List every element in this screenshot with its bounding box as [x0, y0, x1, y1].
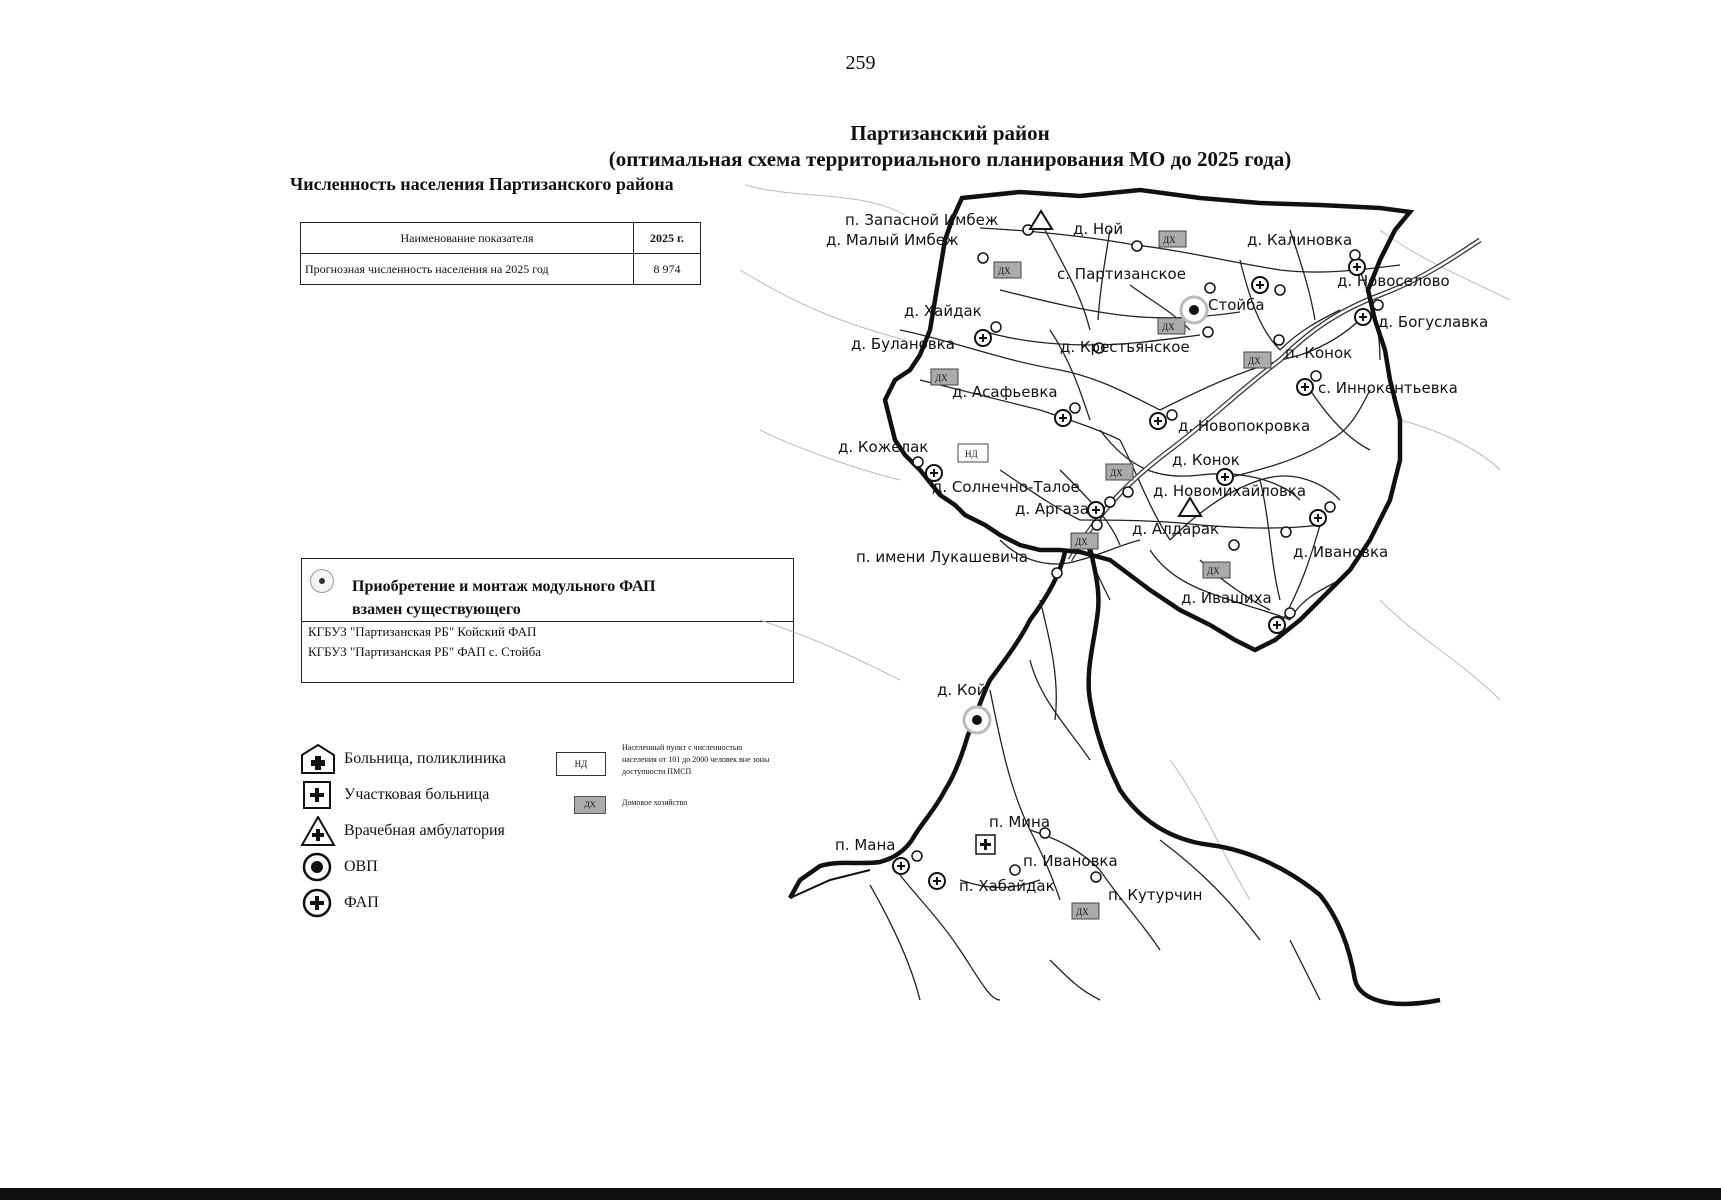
place-label: д. Новоселово: [1337, 272, 1450, 290]
place-label: п. имени Лукашевича: [856, 548, 1028, 566]
place-label: д. Ной: [1073, 220, 1124, 238]
legend-label: Больница, поликлиника: [344, 750, 507, 767]
place-label: д. Калиновка: [1247, 231, 1353, 249]
legend-label: Участковая больница: [344, 786, 490, 803]
place-label: д. Аргаза: [1015, 500, 1089, 518]
upgrade-heading-line2: взамен существующего: [352, 601, 521, 618]
place-label: д. Богуславка: [1378, 313, 1489, 331]
page-number: 259: [845, 52, 876, 74]
svg-text:ДХ: ДХ: [1076, 907, 1089, 917]
place-label: д. Ивашиха: [1181, 589, 1272, 607]
place-label: п. Мана: [835, 836, 896, 854]
svg-text:ДХ: ДХ: [1075, 537, 1088, 547]
place-labels: [826, 211, 1488, 904]
place-label: п. Конок: [1285, 344, 1353, 362]
svg-text:ДХ: ДХ: [1162, 322, 1175, 332]
place-label: п. Запасной Имбеж: [845, 211, 999, 229]
place-label: д. Алдарак: [1132, 520, 1220, 538]
upgrade-heading-line1: Приобретение и монтаж модульного ФАП: [352, 578, 656, 595]
table-cell: Прогнозная численность населения на 2025 год: [301, 254, 634, 285]
list-item: КГБУЗ "Партизанская РБ" Койский ФАП: [308, 624, 537, 639]
map-title-line1: Партизанский район: [850, 121, 1050, 145]
place-label: д. Хайдак: [904, 302, 982, 320]
svg-text:ДХ: ДХ: [1163, 235, 1176, 245]
place-label: д. Асафьевка: [952, 383, 1058, 401]
svg-text:НД: НД: [965, 449, 978, 459]
place-label: д. Кожелак: [838, 438, 929, 456]
svg-text:ДХ: ДХ: [1110, 468, 1123, 478]
legend-label: ФАП: [344, 894, 379, 911]
place-label: д. Конок: [1172, 451, 1240, 469]
place-label: д. Новомихайловка: [1153, 482, 1307, 500]
place-label: Стойба: [1208, 296, 1265, 314]
place-label: д. Крестьянское: [1060, 338, 1190, 356]
list-item: КГБУЗ "Партизанская РБ" ФАП с. Стойба: [308, 644, 542, 659]
table-cell: 8 974: [634, 254, 701, 285]
place-label: д. Булановка: [851, 335, 955, 353]
nd-label: Населенный пункт с численностью населения от 101 до 2000 человек вне зоны доступности ПМСП: [622, 743, 770, 776]
svg-text:ДХ: ДХ: [998, 266, 1011, 276]
bottom-bar: [0, 1188, 1721, 1200]
dx-tag: ДХ: [574, 796, 606, 814]
place-label: д. Новопокровка: [1178, 417, 1311, 435]
place-label: с. Партизанское: [1057, 265, 1186, 283]
place-label: п. Хабайдак: [959, 877, 1055, 895]
dx-label: Домовое хозяйство: [622, 798, 688, 807]
population-heading: Численность населения Партизанского района: [290, 174, 674, 194]
map-title-line2: (оптимальная схема территориального планирования МО до 2025 года): [608, 147, 1292, 171]
place-label: с. Иннокентьевка: [1318, 379, 1458, 397]
place-label: д. Ивановка: [1293, 543, 1389, 561]
legend-label: ОВП: [344, 858, 378, 875]
legend-label: Врачебная амбулатория: [344, 822, 505, 839]
svg-text:ДХ: ДХ: [935, 373, 948, 383]
place-label: п. Ивановка: [1023, 852, 1118, 870]
place-label: д. Солнечно-Талое: [932, 478, 1080, 496]
nd-tag: НД: [556, 752, 606, 776]
rivers: [740, 185, 1510, 900]
svg-text:ДХ: ДХ: [1248, 356, 1261, 366]
place-label: п. Кутурчин: [1108, 886, 1203, 904]
district-hospital-marker: [976, 835, 995, 854]
table-header-cell: Наименование показателя: [301, 223, 634, 254]
table-header-cell: 2025 г.: [634, 223, 701, 254]
place-label: п. Мина: [989, 813, 1051, 831]
svg-text:ДХ: ДХ: [1207, 566, 1220, 576]
place-label: д. Малый Имбеж: [826, 231, 959, 249]
place-label: д. Кой: [937, 681, 987, 699]
